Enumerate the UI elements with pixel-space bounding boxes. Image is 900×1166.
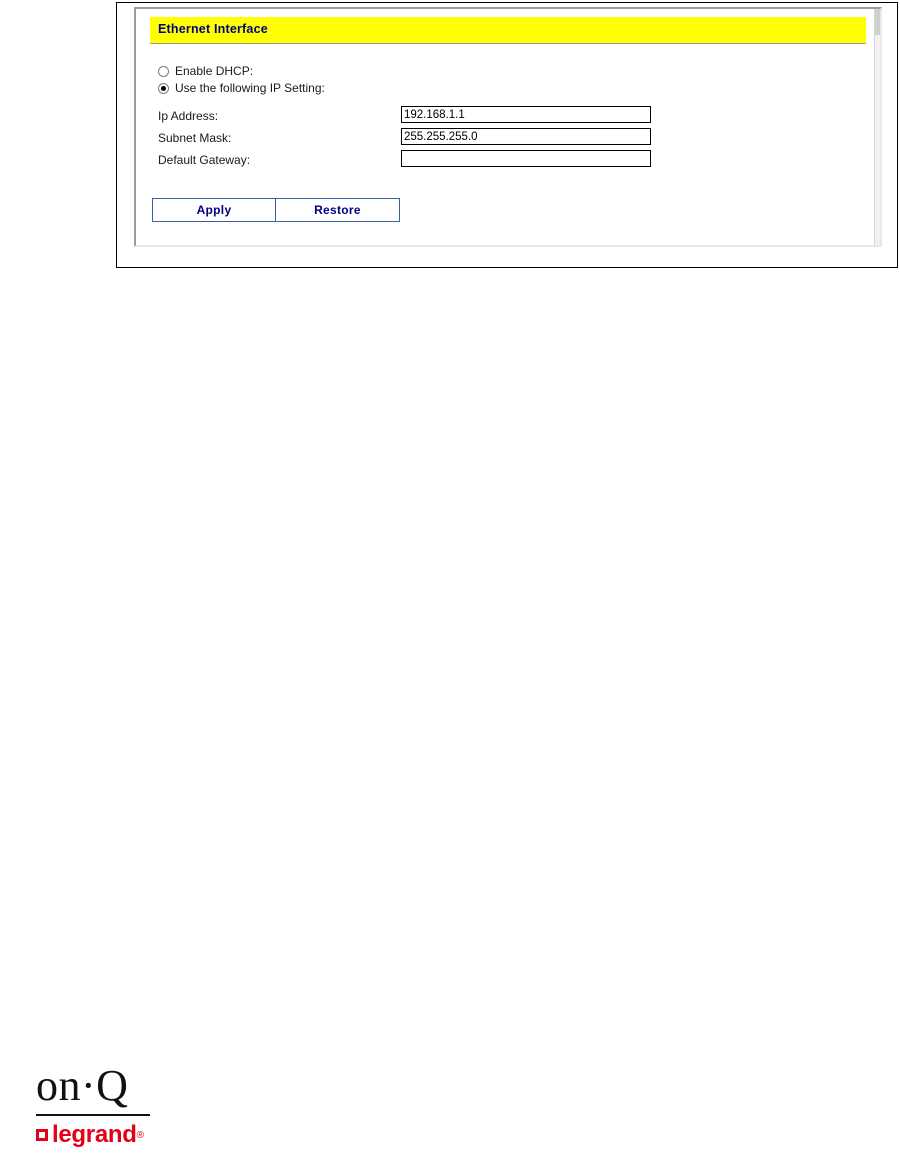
ip-settings-fields [158, 106, 866, 172]
label-default-gateway: Default Gateway: [158, 153, 251, 167]
legrand-square-icon [36, 1129, 48, 1141]
page-title: Ethernet Interface [158, 22, 268, 36]
radio-row-use-following-ip[interactable] [158, 81, 866, 98]
radio-button-enable-dhcp[interactable] [158, 66, 169, 77]
config-panel [134, 7, 882, 247]
screenshot-frame [116, 2, 898, 268]
radio-label-use-following-ip: Use the following IP Setting: [175, 81, 325, 95]
apply-button[interactable]: Apply [153, 199, 276, 221]
form-actions [152, 198, 400, 222]
scrollbar-thumb[interactable] [875, 9, 880, 35]
field-row-subnet-mask [158, 128, 866, 150]
restore-button[interactable]: Restore [276, 199, 399, 221]
vertical-scrollbar[interactable] [874, 9, 880, 245]
radio-selected-dot [161, 86, 166, 91]
label-subnet-mask: Subnet Mask: [158, 131, 232, 145]
ip-address-input[interactable] [401, 106, 651, 123]
radio-label-enable-dhcp: Enable DHCP: [175, 64, 254, 78]
subnet-mask-input[interactable] [401, 128, 651, 145]
default-gateway-input[interactable] [401, 150, 651, 167]
trademark-symbol: ® [136, 1129, 144, 1141]
section-header [150, 17, 866, 44]
field-row-default-gateway [158, 150, 866, 172]
radio-row-enable-dhcp[interactable] [158, 64, 866, 81]
ethernet-interface-form [150, 17, 866, 222]
logo-divider [36, 1114, 150, 1116]
legrand-wordmark: legrand [52, 1121, 137, 1148]
config-panel-inner [136, 9, 880, 245]
field-row-ip-address [158, 106, 866, 128]
radio-button-use-following-ip[interactable] [158, 83, 169, 94]
legrand-lockup [36, 1123, 176, 1147]
onq-wordmark: on·Q [36, 1061, 129, 1110]
brand-logo [36, 1061, 176, 1148]
label-ip-address: Ip Address: [158, 109, 219, 123]
